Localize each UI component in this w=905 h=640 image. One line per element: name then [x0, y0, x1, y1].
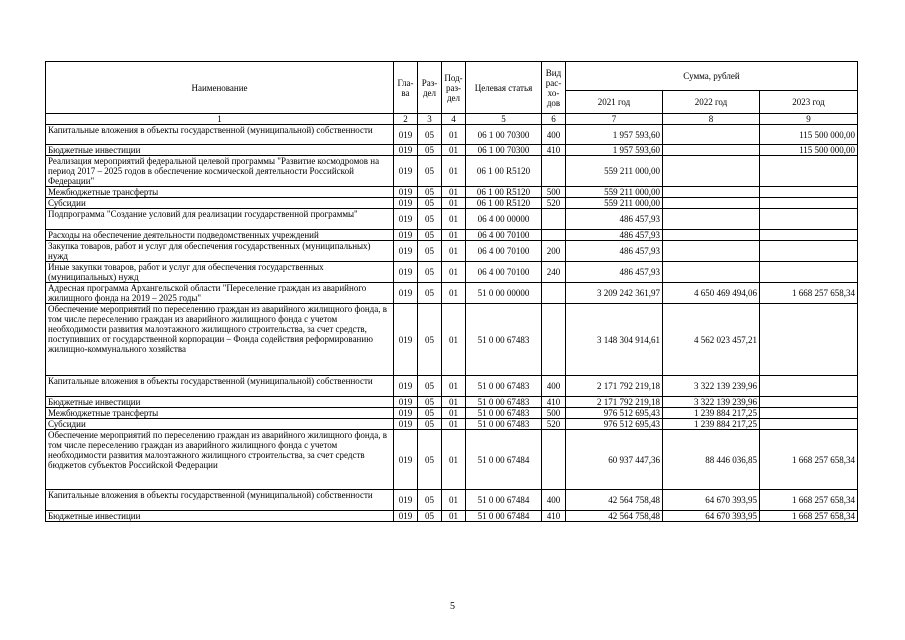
header-year-2022: 2022 год: [663, 91, 760, 114]
table-row: [46, 156, 858, 187]
row-glava: 019: [394, 408, 418, 419]
row-razdel: 05: [418, 430, 442, 490]
row-expense-type: 240: [542, 262, 566, 283]
header-expense-type: Вид рас-хо-дов: [542, 62, 566, 114]
row-expense-type: 400: [542, 490, 566, 511]
row-sum-2022: 64 670 393,95: [663, 511, 760, 522]
row-sum-2023: [760, 397, 858, 408]
table-body: [46, 125, 858, 522]
row-expense-type: 520: [542, 419, 566, 430]
row-name: Субсидии: [46, 198, 394, 209]
row-razdel: 05: [418, 408, 442, 419]
col-number: 4: [442, 114, 466, 125]
row-glava: 019: [394, 187, 418, 198]
row-name: Подпрограмма "Создание условий для реализации государственной программы": [46, 209, 394, 230]
row-name: Расходы на обеспечение деятельности подведомственных учреждений: [46, 230, 394, 241]
row-expense-type: 400: [542, 376, 566, 397]
col-number: 6: [542, 114, 566, 125]
column-numbers-row: [46, 114, 858, 125]
col-number: 8: [663, 114, 760, 125]
row-name: Бюджетные инвестиции: [46, 397, 394, 408]
table-row: [46, 187, 858, 198]
row-sum-2021: 486 457,93: [566, 230, 663, 241]
row-razdel: 05: [418, 198, 442, 209]
col-number: 2: [394, 114, 418, 125]
row-sum-2021: 2 171 792 219,18: [566, 397, 663, 408]
table-row: [46, 209, 858, 230]
row-sum-2022: [663, 209, 760, 230]
row-podrazdel: 01: [442, 397, 466, 408]
header-year-2021: 2021 год: [566, 91, 663, 114]
row-name: Бюджетные инвестиции: [46, 511, 394, 522]
row-sum-2022: 1 239 884 217,25: [663, 419, 760, 430]
header-podrazdel: Под-раз-дел: [442, 62, 466, 114]
row-sum-2023: [760, 376, 858, 397]
row-glava: 019: [394, 511, 418, 522]
row-sum-2022: 1 239 884 217,25: [663, 408, 760, 419]
row-razdel: 05: [418, 262, 442, 283]
table-row: [46, 511, 858, 522]
table-row: [46, 262, 858, 283]
row-target-article: 51 0 00 67483: [466, 408, 542, 419]
row-expense-type: 200: [542, 241, 566, 262]
row-razdel: 05: [418, 241, 442, 262]
row-sum-2022: [663, 125, 760, 145]
row-name: Бюджетные инвестиции: [46, 145, 394, 156]
row-sum-2023: [760, 209, 858, 230]
row-sum-2023: [760, 156, 858, 187]
row-podrazdel: 01: [442, 198, 466, 209]
row-target-article: 06 4 00 70100: [466, 241, 542, 262]
row-sum-2021: 2 171 792 219,18: [566, 376, 663, 397]
row-sum-2023: 1 668 257 658,34: [760, 283, 858, 304]
row-glava: 019: [394, 283, 418, 304]
col-number: 7: [566, 114, 663, 125]
row-name: Обеспечение мероприятий по переселению граждан из аварийного жилищного фонда, в том числе переселению граждан из аварийного жилищного фонда с учетом необходимости развития малоэтажного жилищного строительства, за счет средств, поступивших от государственной корпорации – Фонда содействия реформированию жилищно-коммунального хозяйства: [46, 304, 394, 376]
row-podrazdel: 01: [442, 490, 466, 511]
row-sum-2022: [663, 145, 760, 156]
row-sum-2023: [760, 262, 858, 283]
budget-table: [45, 61, 858, 522]
row-expense-type: [542, 156, 566, 187]
row-name: Капитальные вложения в объекты государственной (муниципальной) собственности: [46, 376, 394, 397]
row-name: Адресная программа Архангельской области "Переселение граждан из аварийного жилищного фонда на 2019 – 2025 годы": [46, 283, 394, 304]
row-sum-2021: 976 512 695,43: [566, 408, 663, 419]
row-razdel: 05: [418, 187, 442, 198]
row-expense-type: [542, 209, 566, 230]
row-target-article: 51 0 00 67484: [466, 430, 542, 490]
row-sum-2021: 42 564 758,48: [566, 511, 663, 522]
row-sum-2022: 3 322 139 239,96: [663, 376, 760, 397]
row-sum-2021: 976 512 695,43: [566, 419, 663, 430]
row-expense-type: 520: [542, 198, 566, 209]
row-glava: 019: [394, 262, 418, 283]
row-sum-2022: 4 562 023 457,21: [663, 304, 760, 376]
row-target-article: 51 0 00 67483: [466, 304, 542, 376]
row-target-article: 51 0 00 67483: [466, 376, 542, 397]
row-glava: 019: [394, 230, 418, 241]
row-podrazdel: 01: [442, 430, 466, 490]
row-sum-2022: [663, 198, 760, 209]
row-expense-type: [542, 430, 566, 490]
row-target-article: 06 1 00 R5120: [466, 156, 542, 187]
table-row: [46, 125, 858, 145]
row-name: Капитальные вложения в объекты государственной (муниципальной) собственности: [46, 490, 394, 511]
row-sum-2023: 115 500 000,00: [760, 145, 858, 156]
row-sum-2022: 88 446 036,85: [663, 430, 760, 490]
row-glava: 019: [394, 209, 418, 230]
row-expense-type: 410: [542, 145, 566, 156]
row-sum-2022: [663, 156, 760, 187]
row-sum-2023: [760, 304, 858, 376]
table-row: [46, 490, 858, 511]
row-sum-2022: 64 670 393,95: [663, 490, 760, 511]
row-sum-2021: 1 957 593,60: [566, 125, 663, 145]
row-podrazdel: 01: [442, 230, 466, 241]
row-glava: 019: [394, 376, 418, 397]
col-number: 9: [760, 114, 858, 125]
row-glava: 019: [394, 241, 418, 262]
row-name: Субсидии: [46, 419, 394, 430]
row-razdel: 05: [418, 125, 442, 145]
row-razdel: 05: [418, 230, 442, 241]
row-sum-2021: 486 457,93: [566, 262, 663, 283]
row-sum-2021: 3 209 242 361,97: [566, 283, 663, 304]
row-name: Обеспечение мероприятий по переселению граждан из аварийного жилищного фонда, в том числе переселению граждан из аварийного жилищного фонда с учетом необходимости развития малоэтажного жилищного строительства, за счет средств бюджетов субъектов Российской Федерации: [46, 430, 394, 490]
row-sum-2021: 60 937 447,36: [566, 430, 663, 490]
row-name: Капитальные вложения в объекты государственной (муниципальной) собственности: [46, 125, 394, 145]
row-glava: 019: [394, 430, 418, 490]
row-podrazdel: 01: [442, 419, 466, 430]
header-name: Наименование: [46, 62, 394, 114]
row-sum-2022: 4 650 469 494,06: [663, 283, 760, 304]
row-podrazdel: 01: [442, 511, 466, 522]
row-glava: 019: [394, 145, 418, 156]
row-expense-type: 410: [542, 397, 566, 408]
row-razdel: 05: [418, 376, 442, 397]
row-sum-2021: 559 211 000,00: [566, 198, 663, 209]
row-target-article: 51 0 00 67484: [466, 490, 542, 511]
row-sum-2021: 486 457,93: [566, 209, 663, 230]
table-row: [46, 145, 858, 156]
row-expense-type: [542, 304, 566, 376]
row-target-article: 06 4 00 70100: [466, 262, 542, 283]
row-sum-2021: 559 211 000,00: [566, 187, 663, 198]
row-target-article: 51 0 00 00000: [466, 283, 542, 304]
col-number: 3: [418, 114, 442, 125]
row-sum-2023: 1 668 257 658,34: [760, 490, 858, 511]
row-sum-2022: [663, 230, 760, 241]
row-sum-2023: [760, 230, 858, 241]
row-sum-2023: 1 668 257 658,34: [760, 430, 858, 490]
row-podrazdel: 01: [442, 187, 466, 198]
row-podrazdel: 01: [442, 241, 466, 262]
row-razdel: 05: [418, 156, 442, 187]
row-sum-2022: [663, 241, 760, 262]
row-name: Межбюджетные трансферты: [46, 408, 394, 419]
table-row: [46, 198, 858, 209]
row-glava: 019: [394, 125, 418, 145]
row-target-article: 51 0 00 67483: [466, 397, 542, 408]
row-sum-2021: 486 457,93: [566, 241, 663, 262]
row-podrazdel: 01: [442, 376, 466, 397]
row-sum-2023: 1 668 257 658,34: [760, 511, 858, 522]
col-number: 1: [46, 114, 394, 125]
row-glava: 019: [394, 490, 418, 511]
row-podrazdel: 01: [442, 125, 466, 145]
table-row: [46, 241, 858, 262]
table-row: [46, 397, 858, 408]
row-target-article: 06 1 00 R5120: [466, 187, 542, 198]
row-glava: 019: [394, 304, 418, 376]
row-glava: 019: [394, 198, 418, 209]
row-sum-2021: 42 564 758,48: [566, 490, 663, 511]
row-razdel: 05: [418, 419, 442, 430]
row-razdel: 05: [418, 490, 442, 511]
row-target-article: 06 4 00 70100: [466, 230, 542, 241]
row-sum-2023: [760, 241, 858, 262]
table-row: [46, 283, 858, 304]
table-row: [46, 408, 858, 419]
header-year-2023: 2023 год: [760, 91, 858, 114]
row-name: Межбюджетные трансферты: [46, 187, 394, 198]
row-sum-2023: [760, 187, 858, 198]
header-sum: Сумма, рублей: [566, 62, 858, 91]
table-row: [46, 419, 858, 430]
row-target-article: 06 1 00 R5120: [466, 198, 542, 209]
row-glava: 019: [394, 419, 418, 430]
row-podrazdel: 01: [442, 262, 466, 283]
table-row: [46, 230, 858, 241]
row-razdel: 05: [418, 304, 442, 376]
row-target-article: 06 4 00 00000: [466, 209, 542, 230]
row-sum-2021: 1 957 593,60: [566, 145, 663, 156]
row-sum-2022: [663, 187, 760, 198]
row-glava: 019: [394, 397, 418, 408]
row-expense-type: [542, 230, 566, 241]
row-podrazdel: 01: [442, 304, 466, 376]
row-glava: 019: [394, 156, 418, 187]
col-number: 5: [466, 114, 542, 125]
table-row: [46, 304, 858, 376]
row-podrazdel: 01: [442, 145, 466, 156]
row-podrazdel: 01: [442, 408, 466, 419]
page-number: 5: [450, 601, 455, 612]
row-sum-2022: [663, 262, 760, 283]
row-name: Реализация мероприятий федеральной целевой программы "Развитие космодромов на период 2017 – 2025 годов в обеспечение космической деятельности Российской Федерации": [46, 156, 394, 187]
row-sum-2023: [760, 198, 858, 209]
row-sum-2023: 115 500 000,00: [760, 125, 858, 145]
row-expense-type: 400: [542, 125, 566, 145]
header-target-article: Целевая статья: [466, 62, 542, 114]
row-name: Закупка товаров, работ и услуг для обеспечения государственных (муниципальных) нужд: [46, 241, 394, 262]
table-row: [46, 430, 858, 490]
row-podrazdel: 01: [442, 283, 466, 304]
row-sum-2021: 3 148 304 914,61: [566, 304, 663, 376]
row-podrazdel: 01: [442, 156, 466, 187]
row-sum-2022: 3 322 139 239,96: [663, 397, 760, 408]
row-sum-2021: 559 211 000,00: [566, 156, 663, 187]
header-razdel: Раз-дел: [418, 62, 442, 114]
row-name: Иные закупки товаров, работ и услуг для обеспечения государственных (муниципальных) нужд: [46, 262, 394, 283]
row-expense-type: 500: [542, 187, 566, 198]
row-target-article: 51 0 00 67484: [466, 511, 542, 522]
row-razdel: 05: [418, 145, 442, 156]
row-target-article: 51 0 00 67483: [466, 419, 542, 430]
row-sum-2023: [760, 408, 858, 419]
row-sum-2023: [760, 419, 858, 430]
row-expense-type: [542, 283, 566, 304]
row-target-article: 06 1 00 70300: [466, 145, 542, 156]
row-razdel: 05: [418, 283, 442, 304]
row-razdel: 05: [418, 209, 442, 230]
header-glava: Гла-ва: [394, 62, 418, 114]
row-razdel: 05: [418, 397, 442, 408]
row-podrazdel: 01: [442, 209, 466, 230]
table-row: [46, 376, 858, 397]
row-expense-type: 500: [542, 408, 566, 419]
row-razdel: 05: [418, 511, 442, 522]
row-target-article: 06 1 00 70300: [466, 125, 542, 145]
row-expense-type: 410: [542, 511, 566, 522]
